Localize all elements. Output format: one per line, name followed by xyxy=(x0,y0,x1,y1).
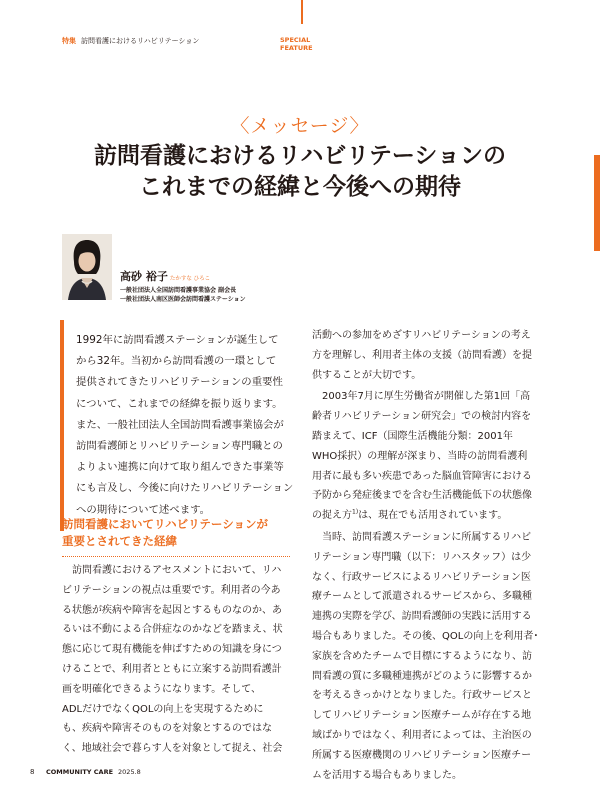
body-line: ビリテーションの視点は重要です。利用者の今あ xyxy=(62,584,281,596)
body-line: 当時、訪問看護ステーションに所属するリハビ xyxy=(322,531,532,543)
body-line: 療チームとして派遣されるサービスから、多職種 xyxy=(312,591,532,603)
lead-line: 訪問看護師とリハビリテーション専門職との xyxy=(76,440,283,453)
body-line: 所属する医療機関のリハビリテーション医療チー xyxy=(312,749,532,761)
author-photo xyxy=(62,234,112,300)
body-line: 方を理解し、利用者主体の支援（訪問看護）を提 xyxy=(312,349,532,361)
body-line: してリハビリテーション医療チームが存在する地 xyxy=(312,710,532,722)
body-line: るいは不動による合併症なのかなどを踏まえ、状 xyxy=(62,624,283,636)
body-text: の捉え方 xyxy=(312,510,352,522)
body-line: 画を明確化できるようになります。そして、 xyxy=(62,683,261,695)
issue-date: 2025.8 xyxy=(118,768,141,776)
author-kana: たかすな ひろこ xyxy=(169,276,211,282)
body-column-left xyxy=(62,561,290,759)
body-line: く、地域社会で暮らす人を対象として捉え、社会 xyxy=(62,743,283,755)
page-number: 8 xyxy=(30,768,35,776)
feature-tag: 特集 xyxy=(62,37,76,45)
body-line: 踏まえて、ICF（国際生活機能分類：2001年 xyxy=(312,430,513,442)
body-line-with-footnote xyxy=(312,506,540,526)
special-label: SPECIAL xyxy=(280,36,311,44)
lead-line: よりよい連携に向けて取り組んできた事業等 xyxy=(76,461,284,474)
body-line: ムを活用する場合もありました。 xyxy=(312,769,462,781)
page-footer xyxy=(0,768,600,788)
body-line: 供することが大切です。 xyxy=(312,369,422,381)
author-affiliations xyxy=(120,286,246,304)
body-line: 活動への参加をめざすリハビリテーションの考え xyxy=(312,330,531,341)
body-line: なく、行政サービスによるリハビリテーション医 xyxy=(312,571,531,583)
body-column-right xyxy=(312,326,540,785)
lead-line: について、これまでの経緯を振り返ります。 xyxy=(76,397,283,410)
special-feature-label xyxy=(280,36,313,52)
footnote-marker: 1) xyxy=(352,508,359,516)
lead-line: にも言及し、今後に向けたリハビリテーション xyxy=(76,482,294,495)
lead-line: 1992年に訪問看護ステーションが誕生して xyxy=(76,334,279,346)
body-line: 連携の実際を学び、訪問看護師の実践に活用する xyxy=(312,611,532,623)
author-block xyxy=(120,265,246,304)
feature-topic: 訪問看護におけるリハビリテーション xyxy=(81,37,200,45)
body-line: 予防から発症後までを含む生活機能低下の状態像 xyxy=(312,490,532,502)
section-heading xyxy=(62,516,268,549)
body-paragraph-2 xyxy=(312,387,540,526)
section-heading-line-1: 訪問看護においてリハビリテーションが xyxy=(62,517,268,531)
lead-line: から32年。当初から訪問看護の一環として xyxy=(76,355,277,368)
body-line: ADLだけでなくQOLの向上を実現するために xyxy=(62,703,264,715)
article-subtitle: 〈メッセージ〉 xyxy=(230,115,370,137)
body-line: を考えるきっかけとなりました。行政サービスと xyxy=(312,690,532,702)
body-line: 訪問看護におけるアセスメントにおいて、リハ xyxy=(72,565,282,576)
author-affiliation-2: 一般社団法人南区医師会訪問看護ステーション xyxy=(120,296,246,303)
body-line: 2003年7月に厚生労働省が開催した第1回「高 xyxy=(322,391,531,403)
lead-line: また、一般社団法人全国訪問看護事業協会が xyxy=(76,418,284,431)
title-line-1: 訪問看護におけるリハビリテーションの xyxy=(94,143,506,169)
body-line: リテーション専門職（以下：リハスタッフ）は少 xyxy=(312,551,532,563)
body-paragraph-1 xyxy=(312,326,540,385)
body-line: る状態が疾病や障害を起因とするものなのか、あ xyxy=(62,604,282,616)
magazine-title: COMMUNITY CARE xyxy=(46,768,114,776)
body-line: 用者に最も多い疾患であった脳血管障害における xyxy=(312,470,532,482)
body-text: は、現在でも活用されています。 xyxy=(358,510,508,522)
running-header xyxy=(62,36,199,46)
magazine-name xyxy=(46,768,141,776)
body-line: 問看護の質に多職種連携がどのように影響するか xyxy=(312,670,532,682)
body-line: 家族を含めたチームで目標にするようになり、訪 xyxy=(312,650,532,662)
author-affiliation-1: 一般社団法人全国訪問看護事業協会 副会長 xyxy=(120,287,237,294)
feature-label: FEATURE xyxy=(280,44,313,52)
body-line: WHO採択）の理解が深まり、当時の訪問看護利 xyxy=(312,450,528,462)
body-line: も、疾病や障害そのものを対象とするのではな xyxy=(62,723,272,735)
lead-line: 提供されてきたリハビリテーションの重要性 xyxy=(76,376,283,389)
section-divider xyxy=(62,556,290,557)
body-line: けることで、利用者とともに立案する訪問看護計 xyxy=(62,663,282,675)
body-line: 態に応じて現有機能を伸ばすための知識を身につ xyxy=(62,644,282,656)
body-line: 齢者リハビリテーション研究会」での検討内容を xyxy=(312,411,532,423)
section-heading-line-2: 重要とされてきた経緯 xyxy=(62,533,177,548)
lead-line: への期待について述べます。 xyxy=(76,503,211,516)
body-paragraph-3 xyxy=(312,528,540,785)
top-accent-line xyxy=(301,0,303,24)
body-line: 域ばかりではなく、利用者によっては、主治医の xyxy=(312,729,532,741)
title-line-2: これまでの経緯と今後への期待 xyxy=(139,174,461,200)
author-name: 高砂 裕子 xyxy=(120,270,168,283)
body-line: 場合もありました。その後、QOLの向上を利用者･ xyxy=(312,630,539,642)
page-edge-tab xyxy=(594,155,600,251)
article-title xyxy=(0,141,600,203)
lead-paragraph xyxy=(60,320,306,531)
